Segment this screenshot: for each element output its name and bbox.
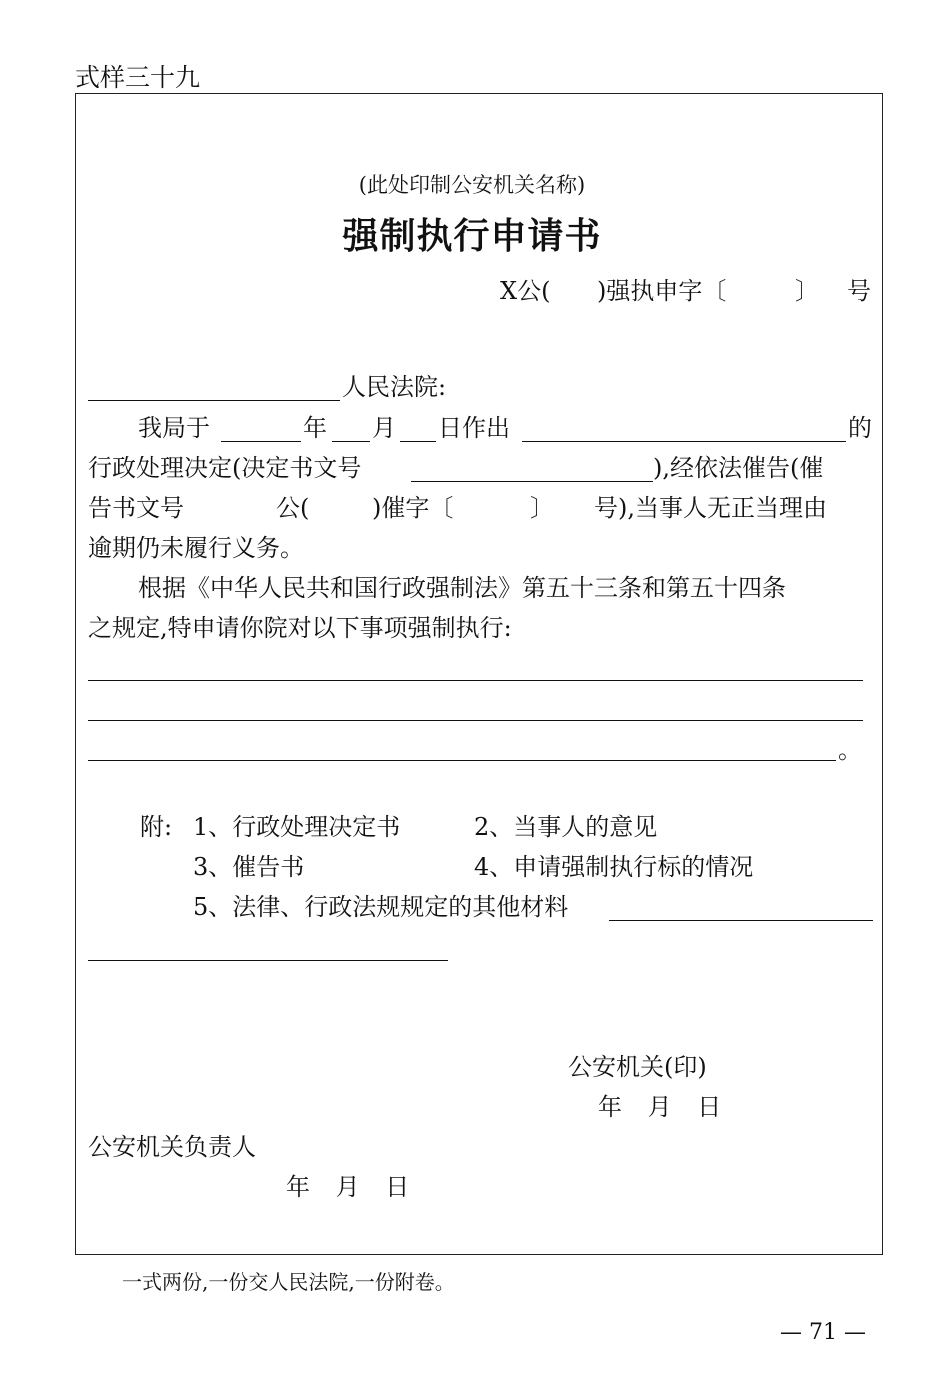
org-date: 年 月 日 — [598, 1093, 722, 1121]
matters-line[interactable] — [88, 680, 863, 681]
attachment-item: 1、行政处理决定书 — [193, 813, 401, 841]
p1-notice-cuizi: )催字〔 — [372, 494, 454, 522]
p1-notice-gong: 公( — [276, 494, 310, 522]
p1-day: 日作出 — [438, 414, 510, 442]
decision-blank[interactable] — [522, 441, 846, 442]
page-title: 强制执行申请书 — [342, 215, 602, 257]
form-label: 式样三十九 — [75, 63, 201, 92]
footnote: 一式两份,一份交人民法院,一份附卷。 — [122, 1270, 455, 1294]
page-number: — 71 — — [780, 1320, 866, 1345]
org-name-placeholder: (此处印制公安机关名称) — [358, 173, 586, 197]
org-seal: 公安机关(印) — [568, 1053, 707, 1081]
other-materials-blank[interactable] — [609, 920, 873, 921]
p1-overdue: 逾期仍未履行义务。 — [88, 534, 304, 562]
responsible-person: 公安机关负责人 — [88, 1133, 256, 1161]
doc-no-suffix: 号 — [847, 277, 871, 305]
p1-notice: ),经依法催告(催 — [653, 454, 824, 482]
matters-line[interactable] — [88, 760, 836, 761]
court-name-blank[interactable] — [88, 400, 340, 401]
p1-decision-no-label: 行政处理决定(决定书文号 — [88, 454, 362, 482]
attachments-label: 附: — [140, 813, 173, 841]
p1-year: 年 — [303, 414, 327, 442]
other-materials-blank[interactable] — [88, 960, 448, 961]
p2-line1: 根据《中华人民共和国行政强制法》第五十三条和第五十四条 — [138, 574, 786, 602]
month-blank[interactable] — [332, 441, 370, 442]
p1-notice-bracket: 〕 — [530, 494, 554, 522]
day-blank[interactable] — [400, 441, 436, 442]
responsible-date: 年 月 日 — [286, 1173, 410, 1201]
court-suffix: 人民法院: — [342, 373, 447, 401]
decision-no-blank[interactable] — [411, 481, 653, 482]
doc-no-bracket-close: 〕 — [795, 277, 819, 305]
p2-line2: 之规定,特申请你院对以下事项强制执行: — [88, 614, 512, 642]
attachment-item: 2、当事人的意见 — [474, 813, 658, 841]
p1-intro: 我局于 — [138, 414, 210, 442]
attachment-item: 3、催告书 — [193, 853, 305, 881]
attachment-item: 4、申请强制执行标的情况 — [474, 853, 754, 881]
form-frame — [75, 93, 883, 1255]
p1-month: 月 — [372, 414, 396, 442]
attachment-item: 5、法律、行政法规规定的其他材料 — [193, 893, 569, 921]
doc-no-mid: )强执申字〔 — [597, 277, 727, 305]
p1-end: 的 — [848, 414, 872, 442]
year-blank[interactable] — [221, 441, 301, 442]
matters-line[interactable] — [88, 720, 863, 721]
p1-notice-rest: 号),当事人无正当理由 — [594, 494, 827, 522]
doc-no-prefix: X公( — [500, 277, 551, 305]
matters-end: 。 — [838, 736, 862, 764]
p1-notice-no-label: 告书文号 — [88, 494, 184, 522]
